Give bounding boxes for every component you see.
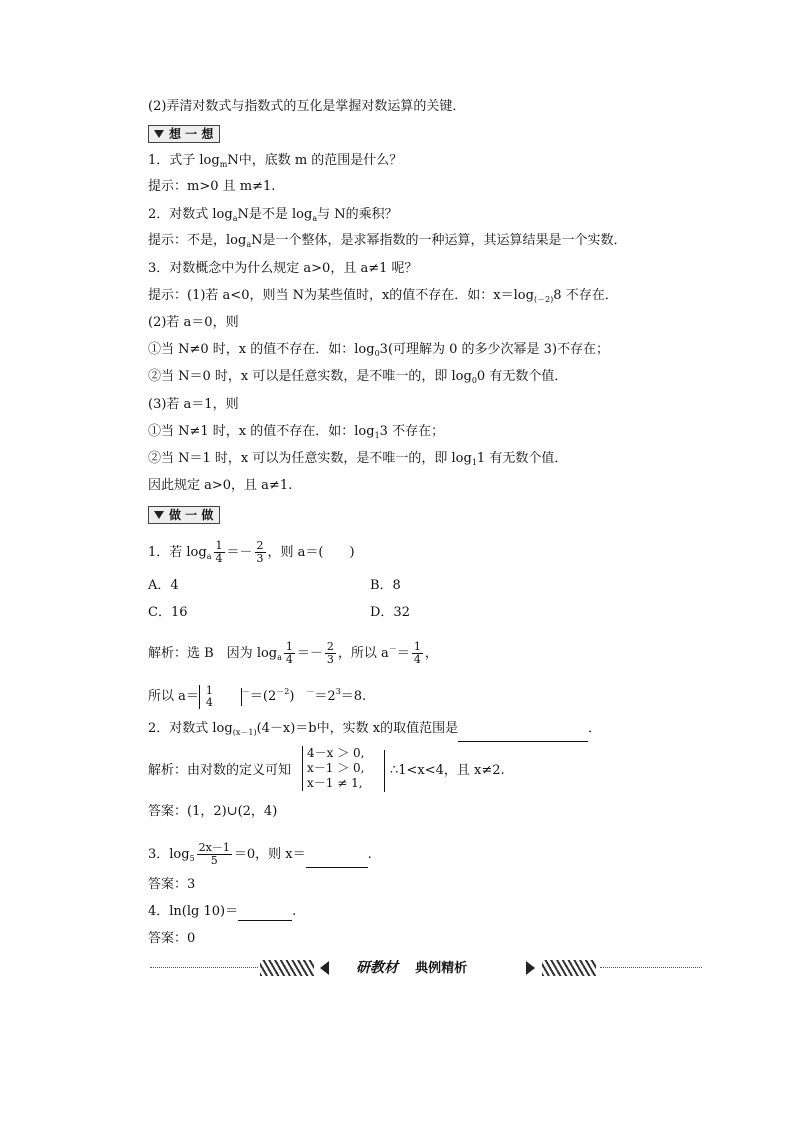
triangle-icon: [154, 511, 164, 519]
banner-title-sub: 典例精析: [415, 961, 468, 976]
question-3-case-3: (3)若 a＝1，则: [148, 397, 239, 412]
problem-4-answer: 答案：0: [148, 931, 196, 946]
question-3-conclusion: 因此规定 a>0，且 a≠1.: [148, 478, 293, 493]
question-3-hint-1: 提示：(1)若 a<0，则当 N为某些值时，x的值不存在．如：$x=\log_{(-2)}8$ 不存在．: [148, 288, 618, 304]
stripe-decoration-right: [542, 960, 596, 976]
arrow-right-icon: [526, 961, 535, 975]
dotted-rule-left: [150, 967, 258, 968]
question-1: 1．式子 $\log_mN$中，底数 m 的范围是什么？: [148, 153, 403, 169]
question-3-case-2-1: ①当 N≠0 时，x 的值不存在．如：$\log_03$(可理解为 0 的多少次幂是 3)不存在；: [148, 342, 610, 358]
question-3: 3．对数概念中为什么规定 a>0，且 a≠1 呢？: [148, 261, 418, 276]
banner-title-main: 研教材: [356, 960, 398, 976]
problem-1-solution: 解析：选 B 因为 $\log_a$ $\frac{1}{4}$ ＝－ $\frac{2}{3}$ ，所以 a－＝ $\frac{1}{4}$ ，: [148, 640, 438, 666]
dotted-rule-right: [600, 967, 702, 968]
problem-1-solution-2: 所以 a＝ 1 4 $^-=(2^{-2})$ $^-=2^3=8$.: [148, 683, 367, 709]
answer-blank: [238, 906, 292, 921]
question-3-case-3-2: ②当 N＝1 时，x 可以为任意实数，是不唯一的，即 $\log_11$ 有无数个值．: [148, 451, 568, 467]
option-d: D．32: [370, 605, 410, 620]
answer-blank: [458, 727, 588, 742]
problem-2-solution-suffix: ∴1<x<4，且 x≠2.: [390, 763, 505, 778]
system-bracket: [380, 750, 385, 792]
question-3-case-2: (2)若 a＝0，则: [148, 315, 239, 330]
question-2: 2．对数式 $\log_aN$是不是 $\log_a$与 N的乘积？: [148, 207, 398, 223]
problem-4: 4．ln(lg 10)＝ .: [148, 904, 297, 919]
section-banner: [150, 958, 702, 978]
problem-2: 2．对数式 $\log_{(x-1)}(4-x)=b$中，实数 x的取值范围是 ．: [148, 720, 601, 742]
section-think-badge: [148, 125, 220, 143]
question-3-case-2-2: ②当 N＝0 时，x 可以是任意实数，是不唯一的，即 $\log_00$ 有无数个值．: [148, 369, 568, 385]
intro-line: (2)弄清对数式与指数式的互化是掌握对数运算的关键．: [148, 99, 466, 114]
problem-1: 1．若 $\log_a$ $\frac{1}{4}$ ＝－ $\frac{2}{3}$ ，则 a＝( ): [148, 539, 355, 565]
problem-3-answer: 答案：3: [148, 877, 196, 892]
section-think-label: 想 一 想: [169, 127, 214, 141]
answer-blank: [306, 853, 368, 868]
option-c: C．16: [148, 605, 188, 620]
arrow-left-icon: [320, 961, 329, 975]
problem-3: 3．$\log_5$ $\frac{2x-1}{5}$ ＝0，则 x＝ .: [148, 841, 372, 867]
section-do-label: 做 一 做: [169, 508, 214, 522]
option-b: B．8: [370, 578, 401, 593]
question-3-case-3-1: ①当 N≠1 时，x 的值不存在．如：$\log_13$ 不存在；: [148, 424, 445, 440]
question-1-answer: 提示：m>0 且 m≠1.: [148, 179, 276, 194]
problem-2-solution-prefix: 解析：由对数的定义可知: [148, 763, 292, 778]
inequality-system: 4－x ＞ 0, x－1 ＞ 0, x－1 ≠ 1,: [302, 746, 364, 791]
problem-2-answer: 答案：(1，2)∪(2，4): [148, 804, 278, 819]
option-a: A．4: [148, 578, 179, 593]
triangle-icon: [154, 130, 164, 138]
stripe-decoration-left: [260, 960, 314, 976]
section-do-badge: [148, 506, 220, 524]
question-2-answer: 提示：不是，$\log_aN$是一个整体，是求幂指数的一种运算，其运算结果是一个实数．: [148, 233, 627, 249]
